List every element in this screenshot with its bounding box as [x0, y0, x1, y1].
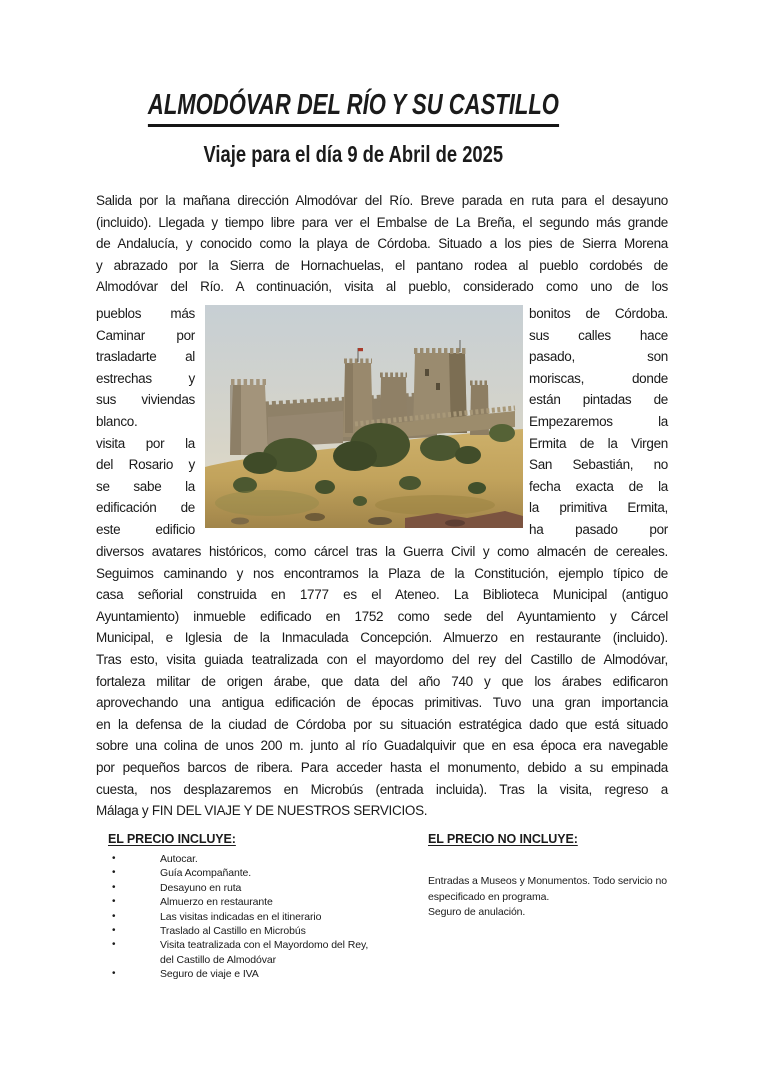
page-title: ALMODÓVAR DEL RÍO Y SU CASTILLO	[148, 90, 559, 127]
text-line: Entradas a Museos y Monumentos. Todo servicio no	[428, 875, 667, 887]
text-line: Ermita de la Virgen	[529, 435, 668, 451]
text-line: Tras esto, visita guiada teatralizada con el mayordomo del rey del Castillo de Almodóvar,	[96, 651, 668, 667]
wrap-text-left-column	[96, 303, 195, 541]
text-line: especificado en programa.	[428, 890, 550, 903]
text-line: Autocar.	[160, 853, 198, 865]
text-line: Salida por la mañana dirección Almodóvar del Río. Breve parada en ruta para el desayuno	[96, 193, 668, 208]
bullet-icon: •	[112, 896, 116, 908]
closing-line: Málaga y FIN DEL VIAJE Y DE NUESTROS SERVICIOS.	[96, 803, 428, 819]
title-area	[0, 90, 707, 127]
price-not-includes-text	[428, 874, 673, 921]
bullet-item-text	[160, 938, 368, 967]
bullet-item	[108, 895, 418, 909]
intro-paragraph	[96, 190, 668, 298]
bullet-item-text	[160, 866, 251, 880]
text-line: (incluido). Llegada y tiempo libre para ver el Embalse de La Breña, el segundo más grande	[96, 214, 668, 230]
text-line: Seguimos caminando y nos encontramos la Plaza de la Constitución, ejemplo típico de	[96, 565, 668, 581]
text-line: visita por la	[96, 435, 195, 451]
bullet-icon: •	[112, 939, 116, 951]
text-line: de Andalucía, y conocido como la playa de Córdoba. Situado a los pies de Sierra Morena	[96, 236, 668, 252]
bullet-item	[108, 881, 418, 895]
bullet-icon: •	[112, 910, 116, 922]
text-line: cuesta, nos desplazaremos en Microbús (entrada incluida). Tras la visita, regreso a	[96, 781, 668, 797]
text-line: Desayuno en ruta	[160, 881, 242, 894]
text-line: moriscas, donde	[529, 370, 668, 386]
bullet-item	[108, 967, 418, 981]
text-line: Guía Acompañante.	[160, 867, 252, 880]
text-line: sus calles hace	[529, 327, 668, 343]
price-includes-title: EL PRECIO INCLUYE:	[108, 832, 236, 846]
bullet-icon: •	[112, 968, 116, 980]
bullet-item-text	[160, 967, 259, 981]
text-line: pueblos más	[96, 306, 195, 321]
main-paragraph	[96, 541, 668, 822]
bullet-item-text	[160, 881, 241, 895]
bullet-icon: •	[112, 853, 116, 864]
text-line: del Rosario y	[96, 457, 195, 473]
text-line: Visita teatralizada con el Mayordomo del Rey,	[160, 939, 369, 952]
text-line: San Sebastián, no	[529, 457, 668, 473]
bullet-icon: •	[112, 867, 116, 879]
bullet-item-text	[160, 924, 306, 938]
bullet-item	[108, 852, 418, 866]
text-line: Traslado al Castillo en Microbús	[160, 925, 306, 938]
bullet-item-text	[160, 910, 321, 924]
text-line: Almodóvar del Río. A continuación, visita al pueblo, considerado como uno de los	[96, 279, 668, 295]
text-line: estrechas y	[96, 370, 195, 386]
text-line: trasladarte al	[96, 349, 195, 365]
text-line: y abrazado por la Sierra de Hornachuelas, el pantano rodea al pueblo cordobés de	[96, 257, 668, 273]
bullet-icon: •	[112, 881, 116, 893]
text-line: casa señorial construida en 1777 es el Ateneo. La Biblioteca Municipal (antiguo	[96, 587, 668, 603]
text-line: bonitos de Córdoba.	[529, 306, 668, 321]
text-line: pasado, son	[529, 349, 668, 365]
text-line: este edificio	[96, 521, 195, 537]
bullet-item	[108, 924, 418, 938]
text-line: aprovechando una antigua edificación de épocas primitivas. Tuvo una gran importancia	[96, 695, 668, 711]
bullet-icon: •	[112, 925, 116, 937]
text-line: fortaleza militar de origen árabe, que data del año 740 y que los árabes edificaron	[96, 673, 668, 689]
text-line: blanco.	[96, 413, 138, 429]
bullet-item	[108, 938, 418, 967]
castle-photo	[205, 305, 523, 528]
price-includes-section	[108, 832, 418, 982]
bullet-item-text	[160, 852, 198, 866]
text-line: sobre una colina de unos 200 m. junto al río Guadalquivir que en esa época era navegable	[96, 738, 668, 754]
price-not-includes-title: EL PRECIO NO INCLUYE:	[428, 832, 578, 846]
text-line: Caminar por	[96, 327, 195, 343]
bullet-item	[108, 910, 418, 924]
text-line: sus viviendas	[96, 392, 195, 408]
castle-photo-illustration	[205, 305, 523, 528]
text-line: Ayuntamiento) inmueble edificado en 1752 como sede del Ayuntamiento y Cárcel	[96, 608, 668, 624]
price-includes-list	[108, 852, 418, 982]
text-line: en la defensa de la ciudad de Córdoba por su situación estratégica dado que está situado	[96, 716, 668, 732]
text-line: edificación de	[96, 500, 195, 516]
text-line: Las visitas indicadas en el itinerario	[160, 910, 322, 923]
bullet-item	[108, 866, 418, 880]
text-line: por pequeños barcos de ribera. Para acceder hasta el monumento, debido a su empinada	[96, 759, 668, 775]
text-line: Seguro de viaje e IVA	[160, 968, 259, 981]
text-line: diversos avatares históricos, como cárcel tras la Guerra Civil y como almacén de cereales.	[96, 544, 668, 559]
text-line: están pintadas de	[529, 392, 668, 408]
bullet-item-text	[160, 895, 273, 909]
main-paragraph-lines	[96, 541, 668, 800]
text-line: Empezaremos la	[529, 413, 668, 429]
price-not-includes-section	[428, 832, 673, 921]
text-line: ha pasado por	[529, 521, 668, 537]
text-line: se sabe la	[96, 478, 195, 494]
text-line: fecha exacta de la	[529, 478, 668, 494]
text-line: la primitiva Ermita,	[529, 500, 668, 516]
text-line: Municipal, e Iglesia de la Inmaculada Concepción. Almuerzo en restaurante (incluido).	[96, 630, 668, 646]
page-subtitle: Viaje para el día 9 de Abril de 2025	[203, 141, 504, 167]
text-line: Almuerzo en restaurante	[160, 896, 273, 909]
wrap-text-right-column	[529, 303, 668, 541]
text-line: del Castillo de Almodóvar	[160, 953, 276, 966]
text-line: Seguro de anulación.	[428, 906, 526, 918]
subtitle-area	[0, 141, 707, 168]
